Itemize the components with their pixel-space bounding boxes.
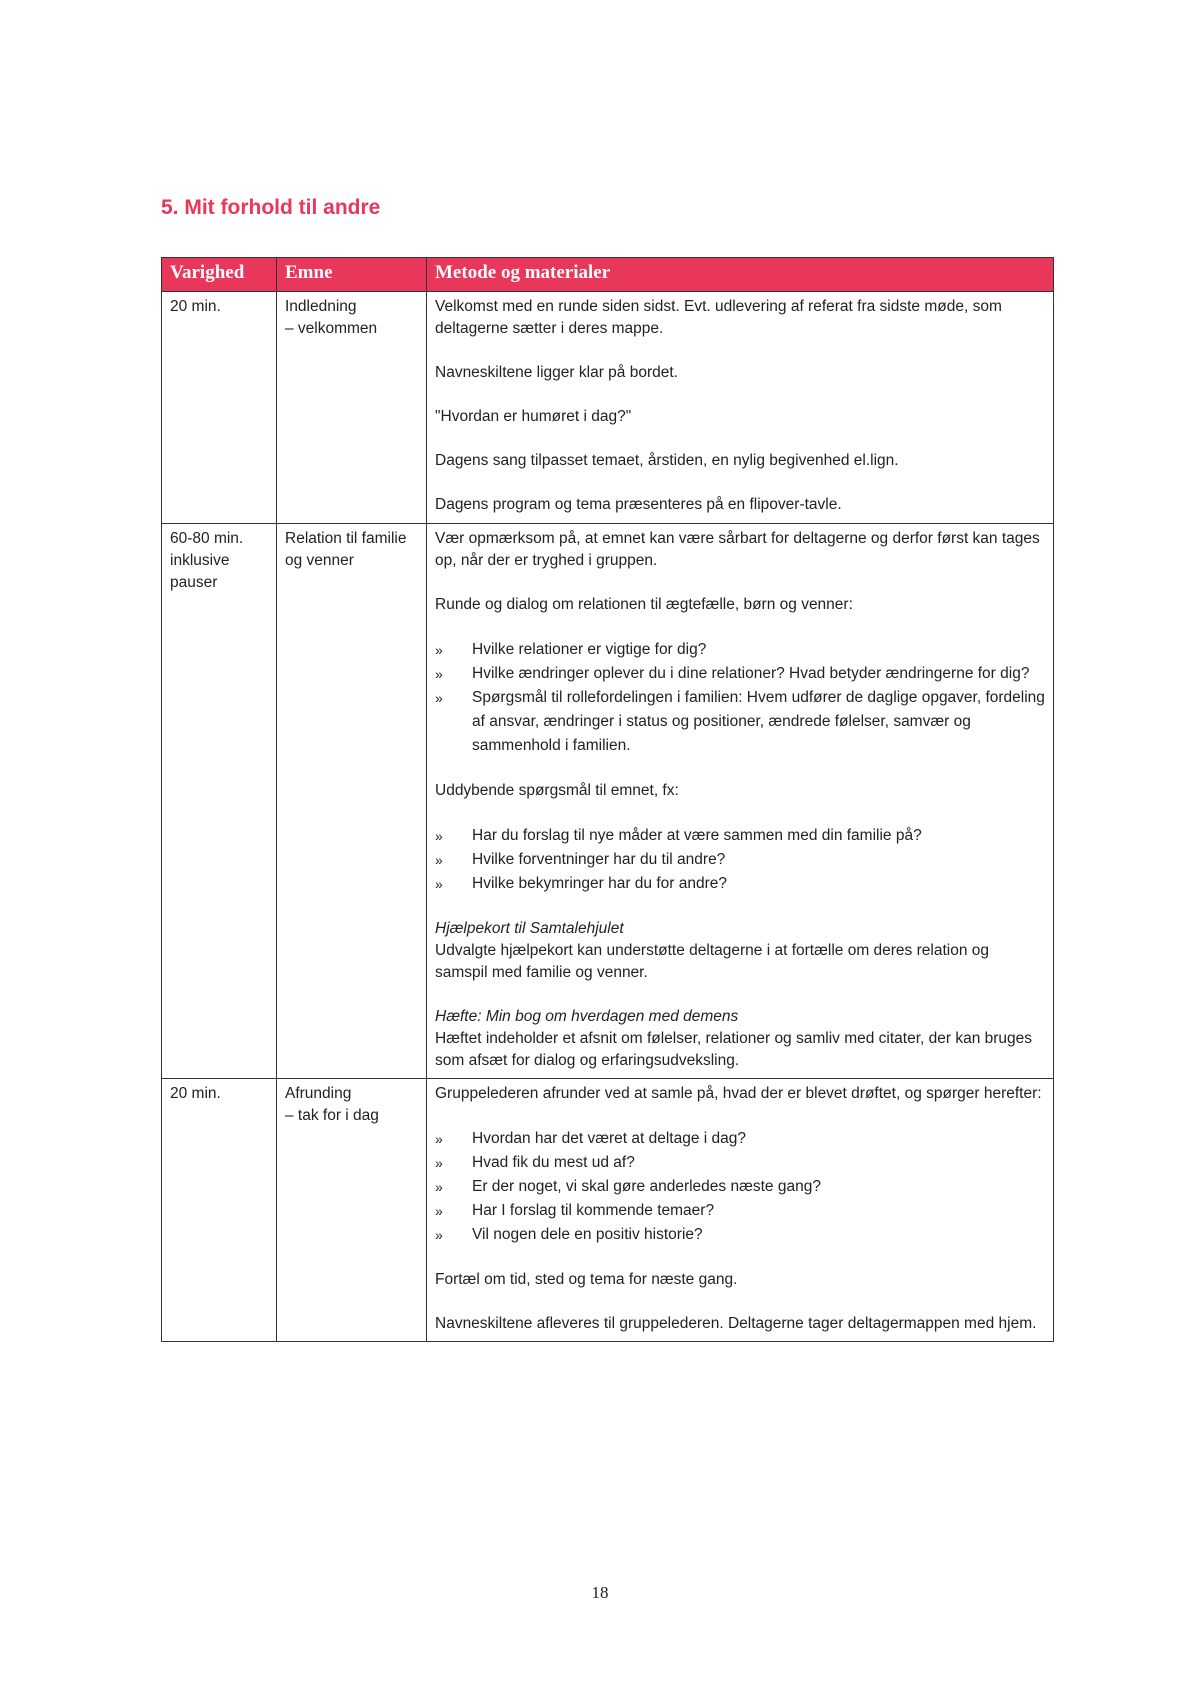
table-header-row bbox=[162, 258, 1054, 292]
header-duration: Varighed bbox=[162, 258, 277, 292]
topic-line: – velkommen bbox=[285, 320, 378, 337]
method-paragraph: Dagens program og tema præsenteres på en flipover-tavle. bbox=[435, 496, 842, 513]
list-item-text: Har I forslag til kommende temaer? bbox=[472, 1202, 715, 1219]
method-paragraph: Navneskiltene afleveres til gruppelederen. Deltagerne tager deltagermappen med hjem. bbox=[435, 1315, 1037, 1332]
method-cell bbox=[427, 524, 1054, 1079]
duration-cell bbox=[162, 292, 277, 524]
header-topic: Emne bbox=[277, 258, 427, 292]
method-paragraph: Uddybende spørgsmål til emnet, fx: bbox=[435, 782, 679, 799]
duration-cell bbox=[162, 524, 277, 1079]
duration-text: pauser bbox=[170, 574, 218, 591]
topic-line: – tak for i dag bbox=[285, 1107, 379, 1124]
method-paragraph: Vær opmærksom på, at emnet kan være sårbart for deltagerne og derfor først kan tages op, når der er tryghed i gruppen. bbox=[435, 530, 1040, 569]
topic-cell bbox=[277, 1079, 427, 1342]
method-cell bbox=[427, 292, 1054, 524]
topic-cell bbox=[277, 292, 427, 524]
method-paragraph: Dagens sang tilpasset temaet, årstiden, en nylig begivenhed el.lign. bbox=[435, 452, 899, 469]
list-item-text: Hvilke bekymringer har du for andre? bbox=[472, 875, 728, 892]
list-item bbox=[435, 872, 1045, 896]
booklet-description: Hæftet indeholder et afsnit om følelser, relationer og samliv med citater, der kan bruges som afsæt for dialog og erfaringsudveksling. bbox=[435, 1030, 1033, 1069]
table-row bbox=[162, 1079, 1054, 1342]
header-method: Metode og materialer bbox=[427, 258, 1054, 292]
topic-line: Indledning bbox=[285, 298, 357, 315]
bullet-marker: » bbox=[435, 852, 443, 868]
method-paragraph: Velkomst med en runde siden sidst. Evt. udlevering af referat fra sidste møde, som deltagerne sætter i deres mappe. bbox=[435, 298, 1002, 337]
table-row bbox=[162, 524, 1054, 1079]
session-plan-table bbox=[161, 257, 1054, 1342]
list-item-text: Hvilke forventninger har du til andre? bbox=[472, 851, 726, 868]
duration-text: 20 min. bbox=[170, 1085, 221, 1102]
list-item-text: Hvordan har det været at deltage i dag? bbox=[472, 1130, 747, 1147]
method-cell bbox=[427, 1079, 1054, 1342]
bullet-list bbox=[435, 638, 1045, 758]
page-number: 18 bbox=[591, 1583, 609, 1602]
bullet-marker: » bbox=[435, 828, 443, 844]
card-description: Udvalgte hjælpekort kan understøtte deltagerne i at fortælle om deres relation og samspil med familie og venner. bbox=[435, 942, 989, 981]
table-row bbox=[162, 292, 1054, 524]
duration-text: 20 min. bbox=[170, 298, 221, 315]
method-paragraph: Navneskiltene ligger klar på bordet. bbox=[435, 364, 678, 381]
topic-line: Relation til familie bbox=[285, 530, 407, 547]
list-item-text: Hvad fik du mest ud af? bbox=[472, 1154, 635, 1171]
bullet-marker: » bbox=[435, 642, 443, 658]
bullet-marker: » bbox=[435, 1227, 443, 1243]
method-paragraph: Fortæl om tid, sted og tema for næste gang. bbox=[435, 1271, 738, 1288]
bullet-list bbox=[435, 1127, 1045, 1247]
list-item bbox=[435, 848, 1045, 872]
bullet-marker: » bbox=[435, 666, 443, 682]
bullet-marker: » bbox=[435, 1131, 443, 1147]
list-item bbox=[435, 1127, 1045, 1151]
bullet-marker: » bbox=[435, 690, 443, 706]
list-item-text: Hvilke ændringer oplever du i dine relationer? Hvad betyder ændringerne for dig? bbox=[472, 665, 1030, 682]
method-paragraph: "Hvordan er humøret i dag?" bbox=[435, 408, 632, 425]
list-item bbox=[435, 1199, 1045, 1223]
list-item bbox=[435, 1223, 1045, 1247]
list-item bbox=[435, 662, 1045, 686]
bullet-marker: » bbox=[435, 876, 443, 892]
list-item bbox=[435, 1151, 1045, 1175]
booklet-title: Hæfte: Min bog om hverdagen med demens bbox=[435, 1008, 739, 1025]
list-item-text: Er der noget, vi skal gøre anderledes næste gang? bbox=[472, 1178, 821, 1195]
card-title: Hjælpekort til Samtalehjulet bbox=[435, 920, 624, 937]
list-item-text: Har du forslag til nye måder at være sammen med din familie på? bbox=[472, 827, 922, 844]
bullet-marker: » bbox=[435, 1203, 443, 1219]
bullet-marker: » bbox=[435, 1179, 443, 1195]
topic-line: og venner bbox=[285, 552, 354, 569]
duration-text: 60-80 min. bbox=[170, 530, 244, 547]
list-item bbox=[435, 638, 1045, 662]
list-item-text: Vil nogen dele en positiv historie? bbox=[472, 1226, 703, 1243]
page-title: 5. Mit forhold til andre bbox=[161, 196, 381, 219]
method-paragraph: Gruppelederen afrunder ved at samle på, hvad der er blevet drøftet, og spørger herefter: bbox=[435, 1085, 1042, 1102]
method-paragraph: Runde og dialog om relationen til ægtefælle, børn og venner: bbox=[435, 596, 853, 613]
list-item-text: Spørgsmål til rollefordelingen i familien: Hvem udfører de daglige opgaver, fordeling af ansvar, ændringer i status og positioner, ændrede følelser, samvær og sammenhold i familien. bbox=[472, 689, 1045, 754]
topic-cell bbox=[277, 524, 427, 1079]
duration-cell bbox=[162, 1079, 277, 1342]
list-item bbox=[435, 824, 1045, 848]
topic-line: Afrunding bbox=[285, 1085, 352, 1102]
bullet-list bbox=[435, 824, 1045, 896]
list-item bbox=[435, 1175, 1045, 1199]
list-item bbox=[435, 686, 1045, 758]
duration-text: inklusive bbox=[170, 552, 230, 569]
list-item-text: Hvilke relationer er vigtige for dig? bbox=[472, 641, 707, 658]
bullet-marker: » bbox=[435, 1155, 443, 1171]
